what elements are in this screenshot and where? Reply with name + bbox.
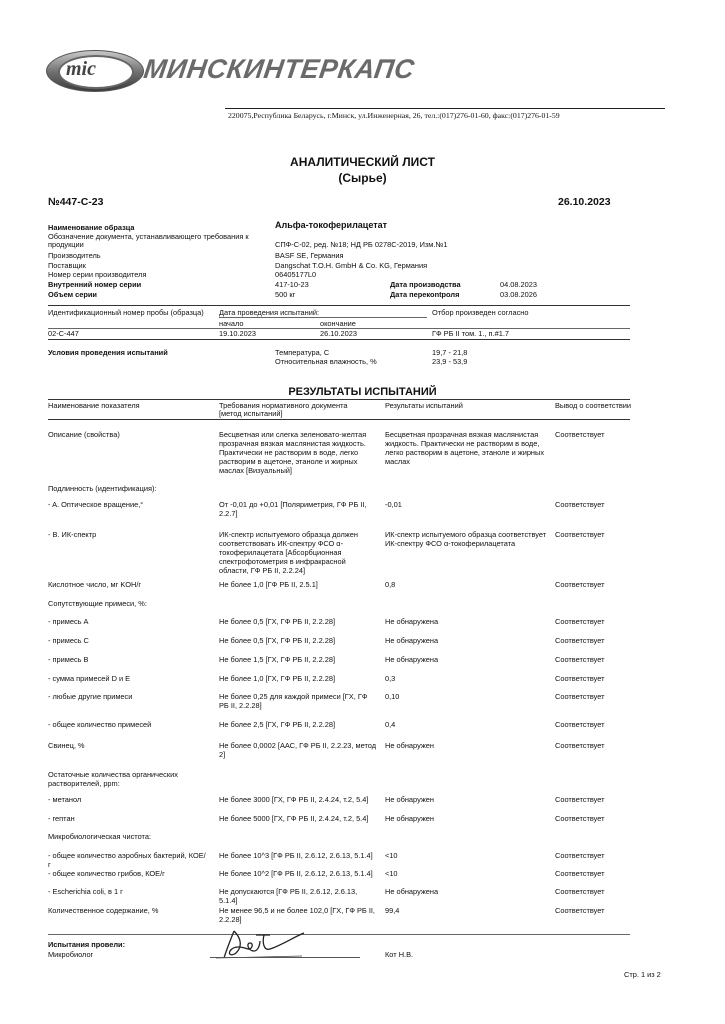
row-1-name: Подлинность (идентификация):	[48, 484, 157, 493]
row-19-conclusion: Соответствует	[555, 887, 605, 896]
row-7-requirement: Не более 0,5 [ГХ, ГФ РБ II, 2.2.28]	[219, 636, 336, 645]
doc-subtitle: (Сырье)	[338, 171, 387, 185]
row-17-result: <10	[385, 851, 398, 860]
row-6-name: - примесь А	[48, 617, 89, 626]
row-9-requirement: Не более 1,0 [ГХ, ГФ РБ II, 2.2.28]	[219, 674, 336, 683]
int-batch-value: 417-10-23	[275, 280, 309, 289]
row-15-result: Не обнаружен	[385, 814, 434, 823]
row-19-name: - Escherichia coli, в 1 г	[48, 887, 123, 896]
row-2-conclusion: Соответствует	[555, 500, 605, 509]
row-7-name: - примесь С	[48, 636, 89, 645]
col-req-header: Требования нормативного документа	[219, 401, 348, 410]
doc-label-1: Обозначение документа, устанавливающего требования к	[48, 232, 249, 241]
supplier-value: BASF SE, Германия	[275, 251, 344, 260]
doc-date: 26.10.2023	[558, 196, 611, 208]
row-9-conclusion: Соответствует	[555, 674, 605, 683]
row-15-name: - гептан	[48, 814, 75, 823]
int-batch-label: Внутренний номер серии	[48, 280, 142, 289]
humidity-label: Относительная влажность, %	[275, 357, 377, 366]
supplier-label: Производитель	[48, 251, 101, 260]
row-5-name: Сопутствующие примеси, %:	[48, 599, 147, 608]
sample-id: 02-С-447	[48, 329, 79, 338]
row-3-result: ИК-спектр испытуемого образца соответствует ИК-спектру ФСО α-токоферилацетата	[385, 530, 547, 548]
prod-date-label: Дата производства	[390, 280, 461, 289]
row-17-name: - общее количество аэробных бактерий, КОЕ/г	[48, 851, 206, 869]
doc-number: №447-С-23	[48, 196, 104, 208]
row-20-result: 99,4	[385, 906, 400, 915]
sample-name-label: Наименование образца	[48, 223, 135, 232]
doc-title: АНАЛИТИЧЕСКИЙ ЛИСТ	[290, 155, 435, 169]
page-number: Стр. 1 из 2	[624, 970, 661, 979]
mfr-batch-value: 06405177L0	[275, 270, 317, 279]
results-heading: РЕЗУЛЬТАТЫ ИСПЫТАНИЙ	[288, 386, 437, 398]
row-3-name: - B. ИК-спектр	[48, 530, 97, 539]
row-15-requirement: Не более 5000 [ГХ, ГФ РБ II, 2.4.24, т.2, 5.4]	[219, 814, 369, 823]
row-12-result: Не обнаружен	[385, 741, 434, 750]
start-date: 19.10.2023	[219, 329, 256, 338]
row-19-requirement: Не допускаются [ГФ РБ II, 2.6.12, 2.6.13, 5.1.4]	[219, 887, 358, 905]
row-18-name: - общее количество грибов, КОЕ/г	[48, 869, 165, 878]
row-19-result: Не обнаружена	[385, 887, 439, 896]
row-4-conclusion: Соответствует	[555, 580, 605, 589]
doc-value: СПФ-С-02, ред. №18; НД РБ 0278С-2019, Изм.№1	[275, 240, 448, 249]
doc-label-2: продукции	[48, 240, 84, 249]
sample-name: Альфа-токоферилацетат	[275, 220, 388, 230]
row-3-conclusion: Соответствует	[555, 530, 605, 539]
row-8-requirement: Не более 1,5 [ГХ, ГФ РБ II, 2.2.28]	[219, 655, 336, 664]
col-res-header: Результаты испытаний	[385, 401, 463, 410]
row-10-requirement: Не более 0,25 для каждой примеси [ГХ, ГФ РБ II, 2.2.28]	[219, 692, 368, 710]
company-name: МИНСКИНТЕРКАПС	[141, 54, 417, 84]
handwritten-signature	[212, 925, 312, 961]
row-12-requirement: Не более 0,0002 [ААС, ГФ РБ II, 2.2.23, метод 2]	[219, 741, 377, 759]
temperature-value: 19,7 - 21,8	[432, 348, 468, 357]
row-11-requirement: Не более 2,5 [ГХ, ГФ РБ II, 2.2.28]	[219, 720, 336, 729]
row-4-requirement: Не более 1,0 [ГФ РБ II, 2.5.1]	[219, 580, 318, 589]
row-13-name: Остаточные количества органических растворителей, ppm:	[48, 770, 178, 788]
row-6-result: Не обнаружена	[385, 617, 439, 626]
prod-date-value: 04.08.2023	[500, 280, 537, 289]
company-logo: mic	[66, 58, 96, 80]
row-20-name: Количественное содержание, %	[48, 906, 159, 915]
row-0-name: Описание (свойства)	[48, 430, 120, 439]
company-address: 220075,Республика Беларусь, г.Минск, ул.Инженерная, 26, тел.:(017)276-01-60, факс:(017)276-01-59	[228, 111, 560, 120]
vendor-label: Поставщик	[48, 261, 86, 270]
performed-by-label: Испытания провели:	[48, 940, 126, 949]
end-label: окончание	[320, 319, 356, 328]
test-date-underline	[219, 317, 427, 318]
col-name-header: Наименование показателя	[48, 401, 140, 410]
row-6-conclusion: Соответствует	[555, 617, 605, 626]
row-11-conclusion: Соответствует	[555, 720, 605, 729]
row-2-result: -0,01	[385, 500, 402, 509]
row-10-conclusion: Соответствует	[555, 692, 605, 701]
row-0-requirement: Бесцветная или слегка зеленовато-желтая прозрачная вязкая маслянистая жидкость. Практически не растворим в воде, легко растворим в ацетоне, этаноле и жирных маслах [Визуальный]	[219, 430, 367, 475]
row-4-result: 0,8	[385, 580, 396, 589]
row-12-name: Свинец, %	[48, 741, 85, 750]
col-req-header-method: [метод испытаний]	[219, 409, 283, 418]
signer-name: Кот Н.В.	[385, 950, 414, 959]
temperature-label: Температура, С	[275, 348, 330, 357]
mfr-batch-label: Номер серии производителя	[48, 270, 147, 279]
row-16-name: Микробиологическая чистота:	[48, 832, 151, 841]
end-date: 26.10.2023	[320, 329, 357, 338]
row-4-name: Кислотное число, мг KOH/г	[48, 580, 142, 589]
row-8-conclusion: Соответствует	[555, 655, 605, 664]
row-18-requirement: Не более 10^2 [ГФ РБ II, 2.6.12, 2.6.13, 5.1.4]	[219, 869, 373, 878]
test-date-label: Дата проведения испытаний:	[219, 308, 320, 317]
row-9-result: 0,3	[385, 674, 396, 683]
results-top-rule	[48, 399, 630, 400]
row-0-conclusion: Соответствует	[555, 430, 605, 439]
sampling-basis-label: Отбор произведен согласно	[432, 308, 529, 317]
row-0-result: Бесцветная прозрачная вязкая маслянистая жидкость. Практически не растворим в воде, легко растворим в ацетоне, этаноле и жирных маслах	[385, 430, 545, 466]
row-8-result: Не обнаружена	[385, 655, 439, 664]
col-concl-header: Вывод о соответствии	[555, 401, 632, 410]
vendor-value: Dangschat T.O.H. GmbH & Co. KG, Германия	[275, 261, 428, 270]
row-7-conclusion: Соответствует	[555, 636, 605, 645]
volume-value: 500 кг	[275, 290, 296, 299]
humidity-value: 23,9 - 53,9	[432, 357, 468, 366]
start-label: начало	[219, 319, 244, 328]
row-10-name: - любые другие примеси	[48, 692, 133, 701]
row-8-name: - примесь В	[48, 655, 89, 664]
results-header-rule	[48, 419, 630, 420]
row-2-name: - A. Оптическое вращение,°	[48, 500, 144, 509]
row-14-conclusion: Соответствует	[555, 795, 605, 804]
row-9-name: - сумма примесей D и E	[48, 674, 131, 683]
row-15-conclusion: Соответствует	[555, 814, 605, 823]
row-17-requirement: Не более 10^3 [ГФ РБ II, 2.6.12, 2.6.13, 5.1.4]	[219, 851, 373, 860]
row-12-conclusion: Соответствует	[555, 741, 605, 750]
performer-role: Микробиолог	[48, 950, 94, 959]
row-14-name: - метанол	[48, 795, 82, 804]
sample-id-label: Идентификационный номер пробы (образца)	[48, 308, 204, 317]
recheck-label: Дата перекontроля	[390, 290, 460, 299]
row-20-conclusion: Соответствует	[555, 906, 605, 915]
header-rule	[225, 108, 665, 109]
recheck-value: 03.08.2026	[500, 290, 537, 299]
row-20-requirement: Не менее 96,5 и не более 102,0 [ГХ, ГФ РБ II, 2.2.28]	[219, 906, 375, 924]
row-18-result: <10	[385, 869, 398, 878]
conditions-label: Условия проведения испытаний	[48, 348, 168, 357]
footer-rule	[48, 934, 630, 935]
volume-label: Объем серии	[48, 290, 97, 299]
row-11-name: - общее количество примесей	[48, 720, 152, 729]
signature-line	[210, 957, 360, 958]
row-7-result: Не обнаружена	[385, 636, 439, 645]
row-6-requirement: Не более 0,5 [ГХ, ГФ РБ II, 2.2.28]	[219, 617, 336, 626]
row-2-requirement: От -0,01 до +0,01 [Поляриметрия, ГФ РБ II, 2.2.7]	[219, 500, 367, 518]
sampling-bottom-rule	[48, 339, 630, 340]
row-3-requirement: ИК-спектр испытуемого образца должен соответствовать ИК-спектру ФСО α-токоферилацетата [Абсорбционная спектрофотометрия в инфракрасной области, ГФ РБ II, 2.2.24]	[219, 530, 358, 575]
row-11-result: 0,4	[385, 720, 396, 729]
row-10-result: 0,10	[385, 692, 400, 701]
row-14-result: Не обнаружен	[385, 795, 434, 804]
row-18-conclusion: Соответствует	[555, 869, 605, 878]
row-14-requirement: Не более 3000 [ГХ, ГФ РБ II, 2.4.24, т.2, 5.4]	[219, 795, 369, 804]
row-17-conclusion: Соответствует	[555, 851, 605, 860]
sampling-basis: ГФ РБ II том. 1., п.#1.7	[432, 329, 509, 338]
sampling-top-rule	[48, 305, 630, 306]
